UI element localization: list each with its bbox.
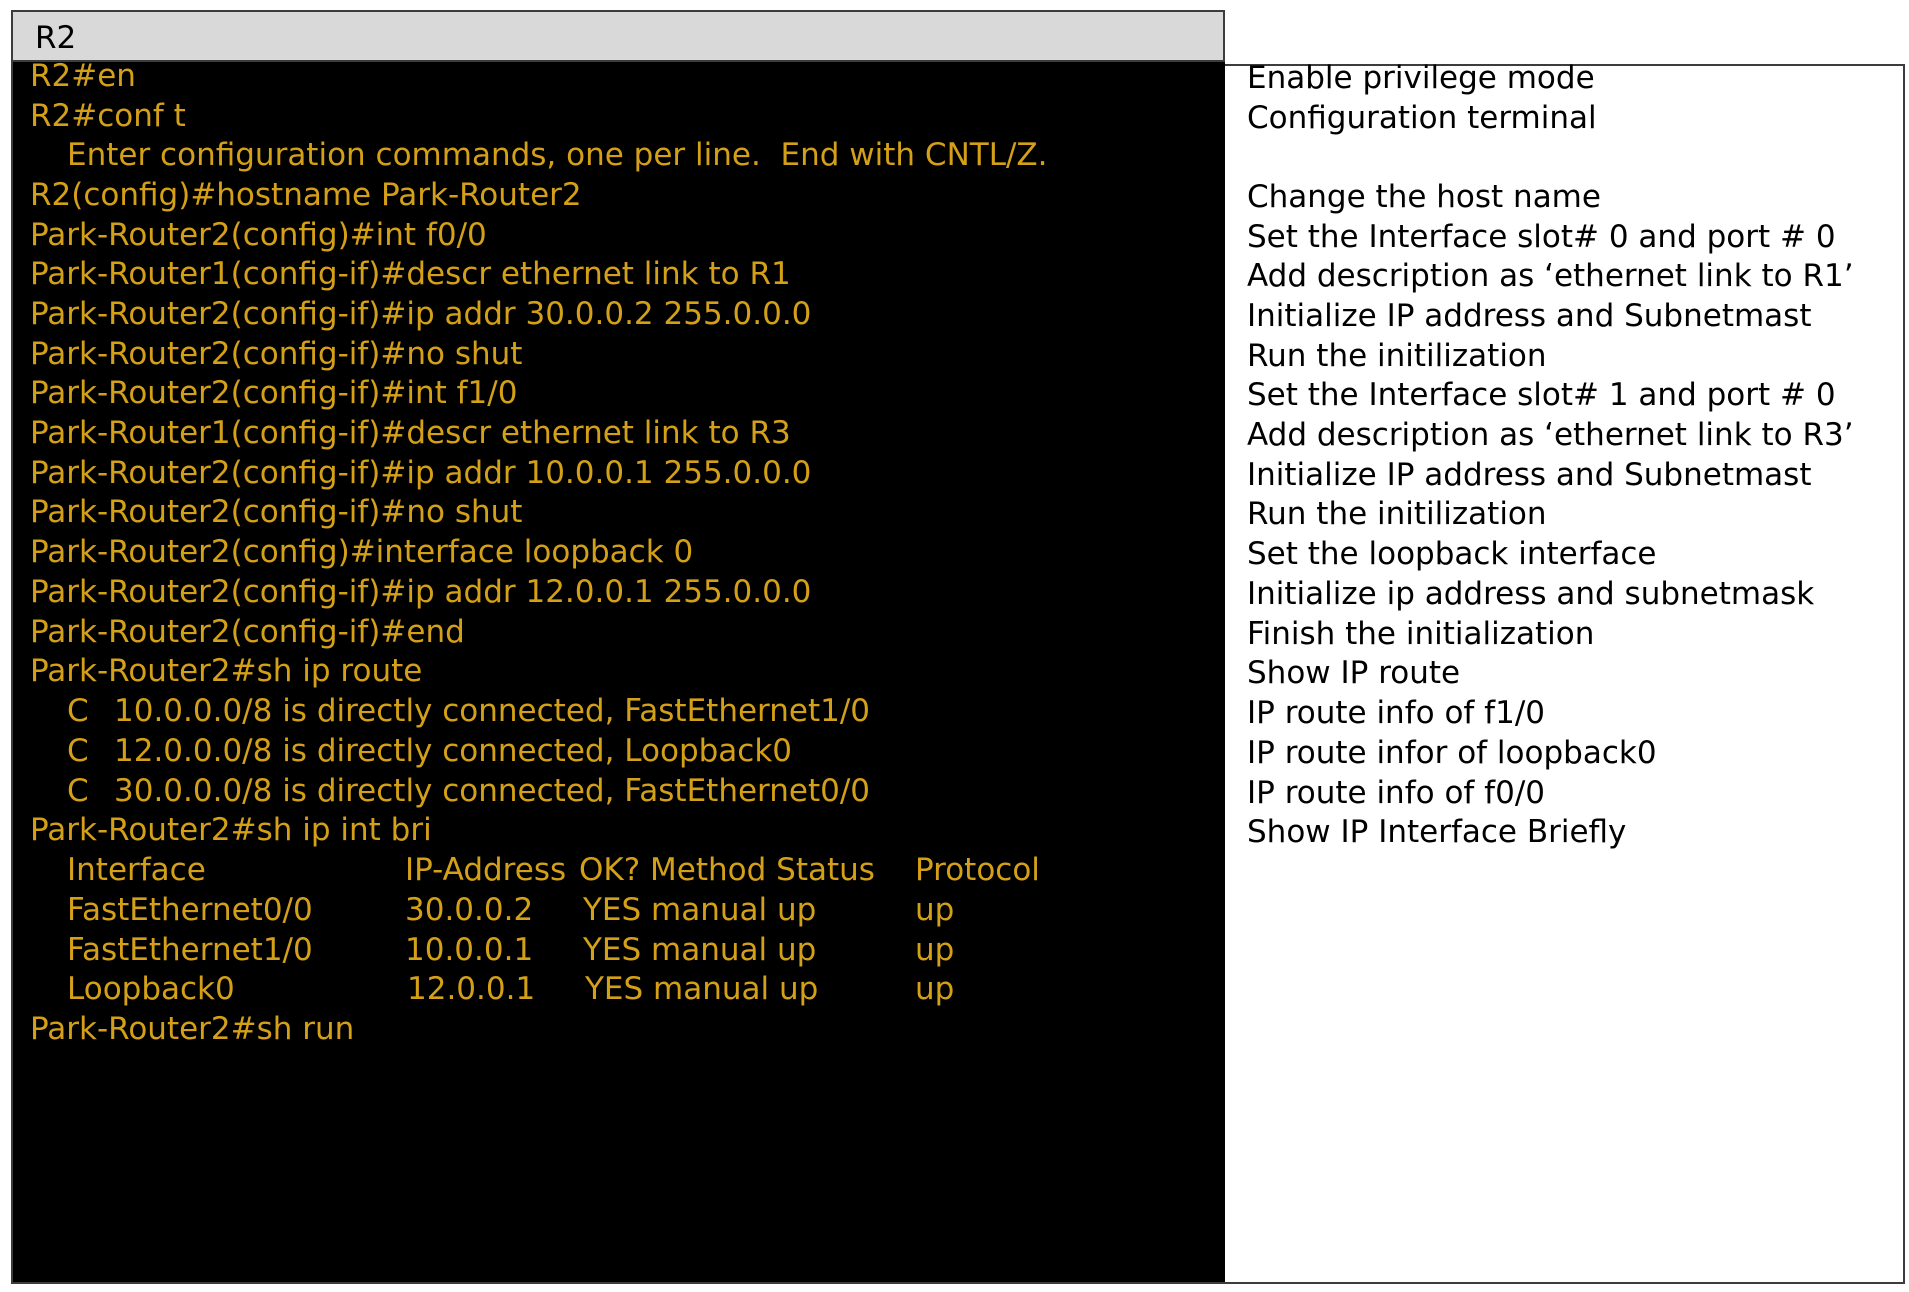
terminal-line: R2#en — [30, 58, 136, 94]
brief-cell: Loopback0 — [67, 971, 235, 1007]
brief-cell: FastEthernet1/0 — [67, 932, 313, 968]
brief-cell: YES manual up — [585, 971, 819, 1007]
brief-header-cell: IP-Address — [405, 852, 567, 888]
brief-cell: YES manual up — [583, 932, 817, 968]
route-code: C — [67, 693, 89, 729]
notes-column — [1225, 60, 1905, 1284]
route-row — [67, 731, 1167, 771]
terminal-line: Park-Router2(config)#interface loopback 0 — [30, 534, 694, 570]
route-text: 12.0.0.0/8 is directly connected, Loopback0 — [114, 733, 793, 769]
brief-cell: 12.0.0.1 — [407, 971, 536, 1007]
note-line: Show IP Interface Briefly — [1247, 814, 1627, 850]
brief-table-row — [67, 930, 1217, 970]
brief-header-cell: Protocol — [915, 852, 1040, 888]
panel-header — [11, 10, 1225, 62]
note-line: IP route info of f0/0 — [1247, 775, 1545, 811]
terminal-line: Park-Router2#sh ip route — [30, 653, 423, 689]
terminal-line: Park-Router2(config-if)#ip addr 10.0.0.1 255.0.0.0 — [30, 455, 812, 491]
route-text: 30.0.0.0/8 is directly connected, FastEthernet0/0 — [114, 773, 871, 809]
brief-header-cell: OK? Method Status — [579, 852, 875, 888]
note-line: Change the host name — [1247, 179, 1601, 215]
note-line: Add description as ‘ethernet link to R3’ — [1247, 417, 1854, 453]
note-line: Run the initilization — [1247, 338, 1547, 374]
terminal-line: Park-Router2(config-if)#ip addr 30.0.0.2 255.0.0.0 — [30, 296, 812, 332]
note-line: Set the loopback interface — [1247, 536, 1657, 572]
brief-table-row — [67, 969, 1217, 1009]
terminal-line: Park-Router1(config-if)#descr ethernet link to R3 — [30, 415, 791, 451]
terminal-line: R2#conf t — [30, 98, 186, 134]
brief-header-cell: Interface — [67, 852, 206, 888]
terminal-line: Park-Router2(config)#int f0/0 — [30, 217, 487, 253]
panel-title: R2 — [35, 20, 77, 56]
route-row — [67, 691, 1167, 731]
brief-cell: up — [915, 892, 955, 928]
note-line: Run the initilization — [1247, 496, 1547, 532]
brief-table-row — [67, 890, 1217, 930]
note-line: Set the Interface slot# 1 and port # 0 — [1247, 377, 1836, 413]
route-code: C — [67, 733, 89, 769]
note-line: Initialize ip address and subnetmask — [1247, 576, 1815, 612]
brief-cell: FastEthernet0/0 — [67, 892, 313, 928]
note-line: Show IP route — [1247, 655, 1461, 691]
route-row — [67, 771, 1167, 811]
terminal-line: Park-Router2#sh ip int bri — [30, 812, 432, 848]
brief-cell: YES manual up — [583, 892, 817, 928]
note-line: Initialize IP address and Subnetmast — [1247, 457, 1812, 493]
note-line: IP route info of f1/0 — [1247, 695, 1545, 731]
note-line: Add description as ‘ethernet link to R1’ — [1247, 258, 1854, 294]
terminal-output — [11, 58, 1225, 1284]
brief-cell: 30.0.0.2 — [405, 892, 534, 928]
brief-cell: 10.0.0.1 — [405, 932, 534, 968]
note-line: Finish the initialization — [1247, 616, 1595, 652]
terminal-line: R2(config)#hostname Park-Router2 — [30, 177, 582, 213]
brief-cell: up — [915, 971, 955, 1007]
note-line: IP route infor of loopback0 — [1247, 735, 1657, 771]
terminal-line: Enter configuration commands, one per line. End with CNTL/Z. — [67, 137, 1048, 173]
brief-table-header — [67, 850, 1217, 890]
note-line: Enable privilege mode — [1247, 60, 1595, 96]
terminal-line: Park-Router2(config-if)#int f1/0 — [30, 375, 518, 411]
terminal-line: Park-Router2#sh run — [30, 1011, 355, 1047]
note-line: Configuration terminal — [1247, 100, 1597, 136]
route-code: C — [67, 773, 89, 809]
terminal-line: Park-Router2(config-if)#no shut — [30, 494, 523, 530]
terminal-line: Park-Router1(config-if)#descr ethernet link to R1 — [30, 256, 791, 292]
route-text: 10.0.0.0/8 is directly connected, FastEthernet1/0 — [114, 693, 871, 729]
terminal-line: Park-Router2(config-if)#end — [30, 614, 465, 650]
note-line: Set the Interface slot# 0 and port # 0 — [1247, 219, 1836, 255]
brief-cell: up — [915, 932, 955, 968]
note-line: Initialize IP address and Subnetmast — [1247, 298, 1812, 334]
terminal-line: Park-Router2(config-if)#no shut — [30, 336, 523, 372]
terminal-line: Park-Router2(config-if)#ip addr 12.0.0.1 255.0.0.0 — [30, 574, 812, 610]
